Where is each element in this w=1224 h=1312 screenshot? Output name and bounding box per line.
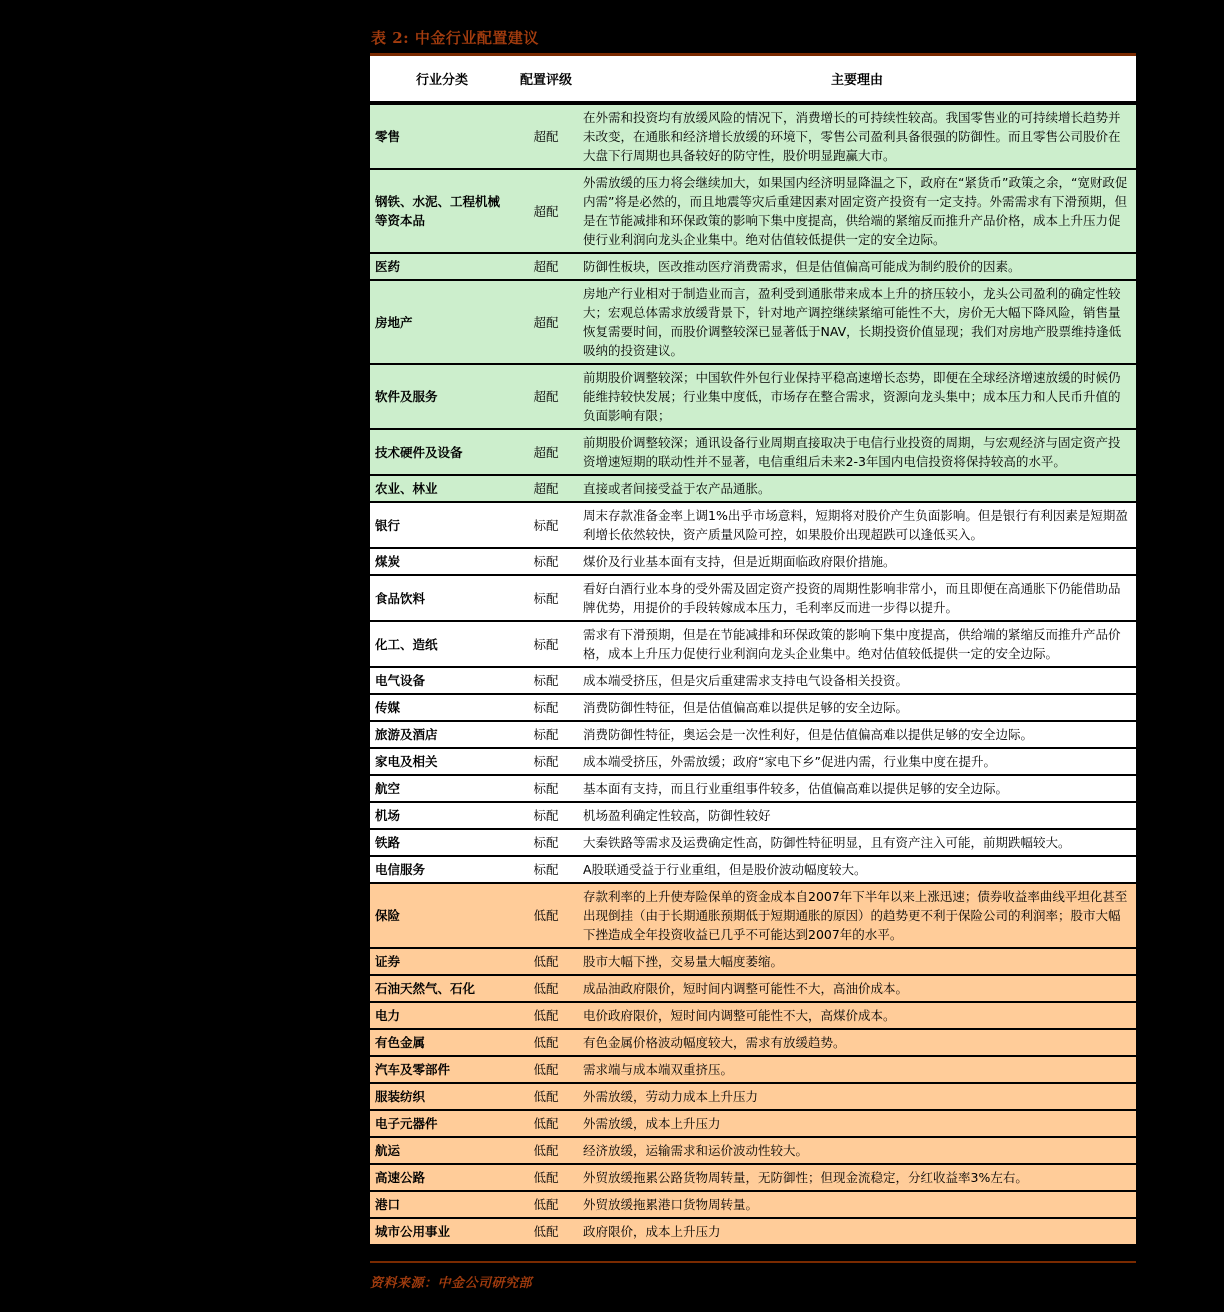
report-table-section <box>370 27 1136 1291</box>
reason-cell: 直接或者间接受益于农产品通胀。 <box>578 475 1136 502</box>
reason-cell: 看好白酒行业本身的受外需及固定资产投资的周期性影响非常小，而且即便在高通胀下仍能借助品牌优势，用提价的手段转嫁成本压力，毛利率反而进一步得以提升。 <box>578 575 1136 621</box>
table-row <box>370 1083 1136 1110</box>
industry-cell: 化工、造纸 <box>370 621 514 667</box>
rating-cell: 低配 <box>514 1083 578 1110</box>
reason-cell: 房地产行业相对于制造业而言，盈利受到通胀带来成本上升的挤压较小，龙头公司盈利的确定性较大；宏观总体需求放缓背景下，针对地产调控继续紧缩可能性不大，房价无大幅下降风险，销售量恢复需要时间，而股价调整较深已显著低于NAV，长期投资价值显现；我们对房地产股票维持逢低吸纳的投资建议。 <box>578 280 1136 364</box>
rating-cell: 超配 <box>514 429 578 475</box>
col-header-rating: 配置评级 <box>514 56 578 103</box>
reason-cell: 成本端受挤压，外需放缓；政府“家电下乡”促进内需，行业集中度在提升。 <box>578 748 1136 775</box>
rating-cell: 标配 <box>514 856 578 883</box>
table-row <box>370 748 1136 775</box>
table-row <box>370 802 1136 829</box>
rating-cell: 标配 <box>514 829 578 856</box>
table-row <box>370 475 1136 502</box>
rating-cell: 超配 <box>514 169 578 253</box>
table-row <box>370 948 1136 975</box>
reason-cell: 机场盈利确定性较高，防御性较好 <box>578 802 1136 829</box>
reason-cell: 大秦铁路等需求及运费确定性高，防御性特征明显，且有资产注入可能，前期跌幅较大。 <box>578 829 1136 856</box>
rating-cell: 低配 <box>514 1002 578 1029</box>
rating-cell: 低配 <box>514 1218 578 1246</box>
reason-cell: 存款利率的上升使寿险保单的资金成本自2007年下半年以来上涨迅速；债券收益率曲线平坦化甚至出现倒挂（由于长期通胀预期低于短期通胀的原因）的趋势更不利于保险公司的利润率；股市大幅下挫造成全年投资收益已几乎不可能达到2007年的水平。 <box>578 883 1136 948</box>
industry-cell: 传媒 <box>370 694 514 721</box>
rating-cell: 标配 <box>514 667 578 694</box>
table-row <box>370 883 1136 948</box>
reason-cell: 需求有下滑预期，但是在节能减排和环保政策的影响下集中度提高，供给端的紧缩反而推升产品价格，成本上升压力促使行业利润向龙头企业集中。绝对估值较低提供一定的安全边际。 <box>578 621 1136 667</box>
industry-cell: 技术硬件及设备 <box>370 429 514 475</box>
table-row <box>370 721 1136 748</box>
table-row <box>370 169 1136 253</box>
rating-cell: 超配 <box>514 103 578 169</box>
rating-cell: 标配 <box>514 748 578 775</box>
industry-cell: 零售 <box>370 103 514 169</box>
rating-cell: 标配 <box>514 694 578 721</box>
reason-cell: 外需放缓，成本上升压力 <box>578 1110 1136 1137</box>
rating-cell: 低配 <box>514 1056 578 1083</box>
reason-cell: 在外需和投资均有放缓风险的情况下，消费增长的可持续性较高。我国零售业的可持续增长趋势并未改变，在通胀和经济增长放缓的环境下，零售公司盈利具备很强的防御性。而且零售公司股价在大盘下行周期也具备较好的防守性，股价明显跑赢大市。 <box>578 103 1136 169</box>
industry-cell: 城市公用事业 <box>370 1218 514 1246</box>
table-row <box>370 502 1136 548</box>
industry-cell: 航运 <box>370 1137 514 1164</box>
reason-cell: 电价政府限价，短时间内调整可能性不大，高煤价成本。 <box>578 1002 1136 1029</box>
reason-cell: 外贸放缓拖累公路货物周转量，无防御性；但现金流稳定，分红收益率3%左右。 <box>578 1164 1136 1191</box>
industry-cell: 房地产 <box>370 280 514 364</box>
reason-cell: 周末存款准备金率上调1%出乎市场意料，短期将对股价产生负面影响。但是银行有利因素是短期盈利增长依然较快，资产质量风险可控，如果股价出现超跌可以逢低买入。 <box>578 502 1136 548</box>
table-row <box>370 1137 1136 1164</box>
rating-cell: 标配 <box>514 548 578 575</box>
table-row <box>370 1110 1136 1137</box>
industry-cell: 汽车及零部件 <box>370 1056 514 1083</box>
reason-cell: 需求端与成本端双重挤压。 <box>578 1056 1136 1083</box>
industry-cell: 食品饮料 <box>370 575 514 621</box>
reason-cell: 成本端受挤压，但是灾后重建需求支持电气设备相关投资。 <box>578 667 1136 694</box>
industry-cell: 银行 <box>370 502 514 548</box>
industry-cell: 电信服务 <box>370 856 514 883</box>
table-row <box>370 775 1136 802</box>
reason-cell: 前期股价调整较深；通讯设备行业周期直接取决于电信行业投资的周期，与宏观经济与固定资产投资增速短期的联动性并不显著，电信重组后未来2-3年国内电信投资将保持较高的水平。 <box>578 429 1136 475</box>
table-row <box>370 975 1136 1002</box>
rating-cell: 超配 <box>514 253 578 280</box>
industry-cell: 高速公路 <box>370 1164 514 1191</box>
reason-cell: 股市大幅下挫，交易量大幅度萎缩。 <box>578 948 1136 975</box>
industry-cell: 煤炭 <box>370 548 514 575</box>
table-row <box>370 253 1136 280</box>
table-row <box>370 1029 1136 1056</box>
rating-cell: 标配 <box>514 802 578 829</box>
table-row <box>370 1218 1136 1246</box>
industry-cell: 机场 <box>370 802 514 829</box>
reason-cell: 前期股价调整较深；中国软件外包行业保持平稳高速增长态势，即便在全球经济增速放缓的时候仍能维持较快发展；行业集中度低，市场存在整合需求，资源向龙头集中；成本压力和人民币升值的负面影响有限； <box>578 364 1136 429</box>
industry-cell: 电力 <box>370 1002 514 1029</box>
col-header-reason: 主要理由 <box>578 56 1136 103</box>
rating-cell: 超配 <box>514 475 578 502</box>
rating-cell: 标配 <box>514 775 578 802</box>
industry-cell: 电子元器件 <box>370 1110 514 1137</box>
table-row <box>370 1056 1136 1083</box>
table-row <box>370 694 1136 721</box>
rating-cell: 低配 <box>514 883 578 948</box>
table-title: 表 2: 中金行业配置建议 <box>371 29 539 47</box>
reason-cell: 外需放缓，劳动力成本上升压力 <box>578 1083 1136 1110</box>
reason-cell: 外需放缓的压力将会继续加大，如果国内经济明显降温之下，政府在“紧货币”政策之余，“宽财政促内需”将是必然的，而且地震等灾后重建因素对固定资产投资有一定支持。外需需求有下滑预期，但是在节能减排和环保政策的影响下集中度提高，供给端的紧缩反而推升产品价格，成本上升压力促使行业利润向龙头企业集中。绝对估值较低提供一定的安全边际。 <box>578 169 1136 253</box>
rating-cell: 低配 <box>514 1191 578 1218</box>
reason-cell: 防御性板块，医改推动医疗消费需求，但是估值偏高可能成为制约股价的因素。 <box>578 253 1136 280</box>
rating-cell: 低配 <box>514 975 578 1002</box>
table-row <box>370 575 1136 621</box>
table-row <box>370 621 1136 667</box>
industry-cell: 农业、林业 <box>370 475 514 502</box>
industry-cell: 证券 <box>370 948 514 975</box>
table-row <box>370 1191 1136 1218</box>
industry-cell: 钢铁、水泥、工程机械等资本品 <box>370 169 514 253</box>
rating-cell: 标配 <box>514 502 578 548</box>
industry-cell: 航空 <box>370 775 514 802</box>
header-row <box>370 56 1136 103</box>
rating-cell: 标配 <box>514 721 578 748</box>
col-header-industry: 行业分类 <box>370 56 514 103</box>
rating-cell: 低配 <box>514 948 578 975</box>
source-note: 资料来源：中金公司研究部 <box>370 1276 533 1291</box>
rating-cell: 低配 <box>514 1029 578 1056</box>
rating-cell: 低配 <box>514 1110 578 1137</box>
reason-cell: 有色金属价格波动幅度较大，需求有放缓趋势。 <box>578 1029 1136 1056</box>
industry-cell: 铁路 <box>370 829 514 856</box>
table-row <box>370 1164 1136 1191</box>
reason-cell: 外贸放缓拖累港口货物周转量。 <box>578 1191 1136 1218</box>
reason-cell: 消费防御性特征，但是估值偏高难以提供足够的安全边际。 <box>578 694 1136 721</box>
industry-cell: 医药 <box>370 253 514 280</box>
rating-cell: 低配 <box>514 1137 578 1164</box>
reason-cell: 基本面有支持，而且行业重组事件较多，估值偏高难以提供足够的安全边际。 <box>578 775 1136 802</box>
industry-allocation-table <box>370 56 1136 1247</box>
industry-cell: 电气设备 <box>370 667 514 694</box>
reason-cell: 成品油政府限价，短时间内调整可能性不大，高油价成本。 <box>578 975 1136 1002</box>
table-row <box>370 856 1136 883</box>
reason-cell: A股联通受益于行业重组，但是股价波动幅度较大。 <box>578 856 1136 883</box>
rating-cell: 超配 <box>514 364 578 429</box>
industry-cell: 保险 <box>370 883 514 948</box>
reason-cell: 煤价及行业基本面有支持，但是近期面临政府限价措施。 <box>578 548 1136 575</box>
table-row <box>370 1002 1136 1029</box>
table-header <box>370 56 1136 103</box>
industry-cell: 港口 <box>370 1191 514 1218</box>
table-row <box>370 829 1136 856</box>
table-row <box>370 364 1136 429</box>
reason-cell: 经济放缓，运输需求和运价波动性较大。 <box>578 1137 1136 1164</box>
industry-cell: 服装纺织 <box>370 1083 514 1110</box>
table-body <box>370 103 1136 1246</box>
rating-cell: 低配 <box>514 1164 578 1191</box>
industry-cell: 旅游及酒店 <box>370 721 514 748</box>
table-row <box>370 429 1136 475</box>
source-divider <box>370 1261 1136 1263</box>
reason-cell: 消费防御性特征，奥运会是一次性利好，但是估值偏高难以提供足够的安全边际。 <box>578 721 1136 748</box>
industry-cell: 有色金属 <box>370 1029 514 1056</box>
rating-cell: 标配 <box>514 575 578 621</box>
table-row <box>370 667 1136 694</box>
industry-cell: 家电及相关 <box>370 748 514 775</box>
table-row <box>370 548 1136 575</box>
reason-cell: 政府限价，成本上升压力 <box>578 1218 1136 1246</box>
industry-cell: 石油天然气、石化 <box>370 975 514 1002</box>
table-row <box>370 103 1136 169</box>
rating-cell: 标配 <box>514 621 578 667</box>
industry-cell: 软件及服务 <box>370 364 514 429</box>
rating-cell: 超配 <box>514 280 578 364</box>
table-row <box>370 280 1136 364</box>
